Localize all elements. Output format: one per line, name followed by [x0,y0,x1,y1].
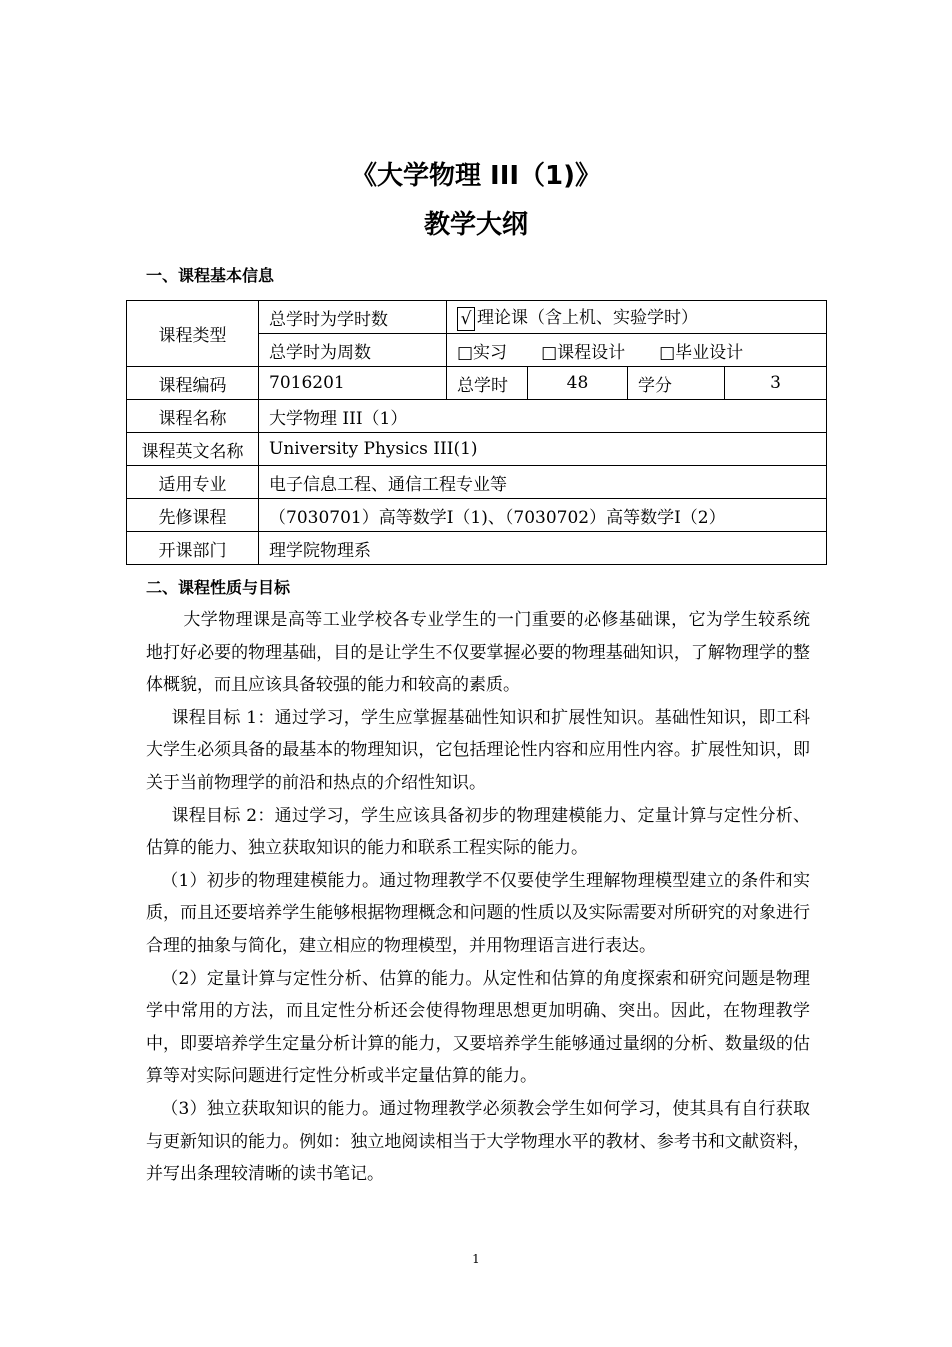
weeks-options-cell [447,334,827,367]
prerequisite-value: （7030701）高等数学Ⅰ（1)、（7030702）高等数学Ⅰ（2） [259,499,827,532]
paragraph-intro: 大学物理课是高等工业学校各专业学生的一门重要的必修基础课，它为学生较系统地打好必要的物理基础，目的是让学生不仅要掌握必要的物理基础知识，了解物理学的整体概貌，而且应该具备较强的能力和较高的素质。 [146,610,810,696]
credits-label: 学分 [628,367,725,400]
table-row [127,301,827,334]
course-code-value: 7016201 [259,367,447,400]
course-english-name-label: 课程英文名称 [127,433,259,466]
course-name-label: 课程名称 [127,400,259,433]
credits-value: 3 [725,367,827,400]
paragraph-goal-2: 课程目标 2：通过学习，学生应该具备初步的物理建模能力、定量计算与定性分析、估算的能力、独立获取知识的能力和联系工程实际的能力。 [146,805,810,859]
prerequisite-label: 先修课程 [127,499,259,532]
hours-value: 理论课（含上机、实验学时） [477,308,698,329]
applicable-major-label: 适用专业 [127,466,259,499]
table-row [127,433,827,466]
course-code-label: 课程编码 [127,367,259,400]
page-number: 1 [472,1252,480,1266]
course-info-table [126,300,827,565]
table-row [127,367,827,400]
applicable-major-value: 电子信息工程、通信工程专业等 [259,466,827,499]
weeks-label: 总学时为周数 [259,334,447,367]
paragraph-goal-1: 课程目标 1：通过学习，学生应掌握基础性知识和扩展性知识。基础性知识，即工科大学生必须具备的最基本的物理知识，它包括理论性内容和应用性内容。扩展性知识，即关于当前物理学的前沿和热点的介绍性知识。 [146,707,810,793]
department-label: 开课部门 [127,532,259,565]
document-subtitle: 教学大纲 [423,210,528,240]
course-english-name-value: University Physics III(1) [259,433,827,466]
option-course-design: □课程设计 [541,342,626,363]
hours-value-cell [447,301,827,334]
body-text [146,604,810,1191]
option-internship: □实习 [457,342,508,363]
option-graduation-design: □毕业设计 [659,342,744,363]
course-type-label: 课程类型 [127,301,259,367]
section-heading-nature-goals: 二、课程性质与目标 [146,578,291,597]
table-row [127,499,827,532]
table-row [127,400,827,433]
department-value: 理学院物理系 [259,532,827,565]
paragraph-modeling: （1）初步的物理建模能力。通过物理教学不仅要使学生理解物理模型建立的条件和实质，而且还要培养学生能够根据物理概念和问题的性质以及实际需要对所研究的对象进行合理的抽象与简化，建立相应的物理模型，并用物理语言进行表达。 [146,870,810,956]
total-hours-value: 48 [528,367,628,400]
checkmark-box: √ [457,307,475,331]
document-title: 《大学物理 III（1)》 [350,161,602,191]
table-row [127,466,827,499]
table-row [127,532,827,565]
course-name-value: 大学物理 III（1） [259,400,827,433]
total-hours-label: 总学时 [447,367,528,400]
hours-label: 总学时为学时数 [259,301,447,334]
section-heading-basic-info: 一、课程基本信息 [146,266,275,285]
paragraph-self-learning: （3）独立获取知识的能力。通过物理教学必须教会学生如何学习，使其具有自行获取与更新知识的能力。例如：独立地阅读相当于大学物理水平的教材、参考书和文献资料，并写出条理较清晰的读书笔记。 [146,1098,810,1185]
paragraph-quantitative: （2）定量计算与定性分析、估算的能力。从定性和估算的角度探索和研究问题是物理学中常用的方法，而且定性分析还会使得物理思想更加明确、突出。因此，在物理教学中，即要培养学生定量分析计算的能力，又要培养学生能够通过量纲的分析、数量级的估算等对实际问题进行定性分析或半定量估算的能力。 [146,968,810,1087]
